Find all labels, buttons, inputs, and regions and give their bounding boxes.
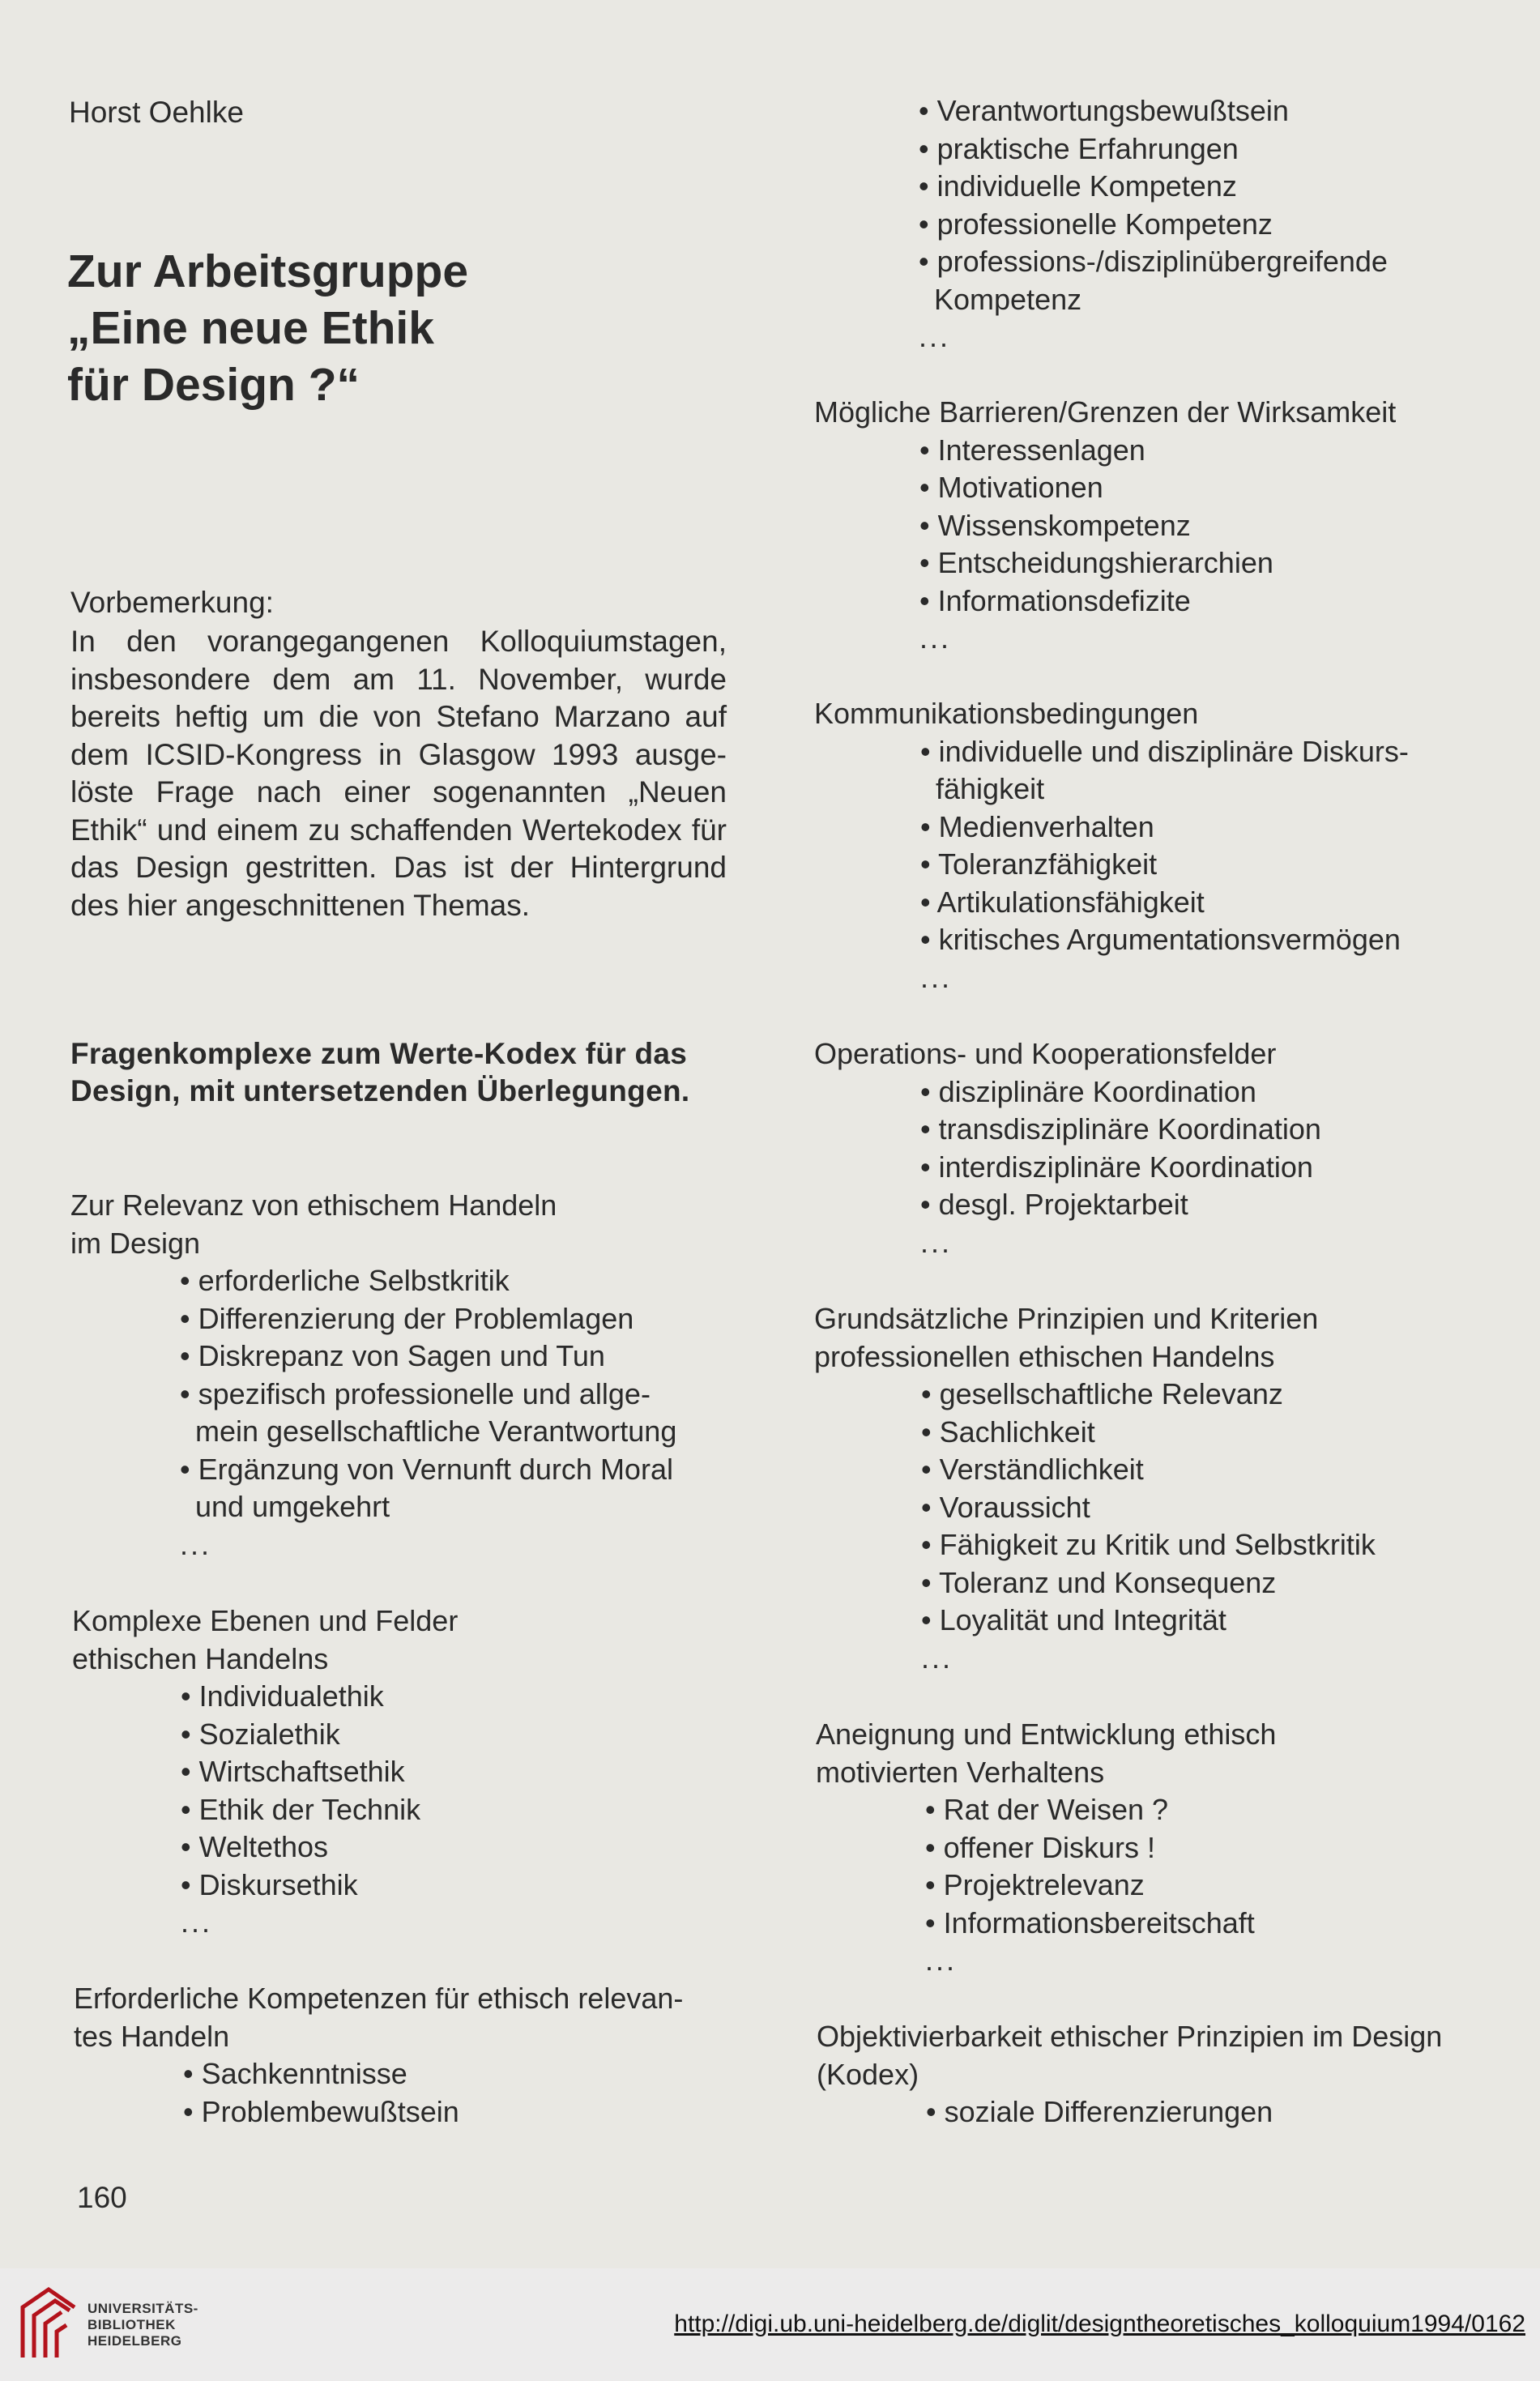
left-section-levels bbox=[72, 1602, 458, 1942]
page-number: 160 bbox=[77, 2181, 127, 2214]
list-item: • Sachkenntnisse bbox=[183, 2057, 407, 2090]
list-item: • spezifisch professionelle und allge- mein gesellschaftliche Verantwortung bbox=[180, 1376, 677, 1448]
section-heading: Grundsätzliche Prinzipien und Kriterien professionellen ethischen Handelns bbox=[814, 1302, 1319, 1373]
list-item: • Wirtschaftsethik bbox=[181, 1755, 405, 1788]
right-section-appropriation bbox=[816, 1716, 1276, 1980]
list-item: • individuelle Kompetenz bbox=[919, 169, 1237, 203]
list-item: • professions-/disziplinübergreifende Kompetenz bbox=[919, 245, 1388, 316]
list-item: • transdisziplinäre Koordination bbox=[920, 1112, 1321, 1146]
section-heading: Kommunikationsbedingungen bbox=[814, 697, 1199, 730]
list-item: • Ethik der Technik bbox=[181, 1792, 421, 1826]
list-item: • Rat der Weisen ? bbox=[925, 1793, 1169, 1826]
list-item: • Medienverhalten bbox=[920, 809, 1154, 843]
list-item: • Informationsbereitschaft bbox=[925, 1905, 1255, 1939]
list-item: • soziale Differenzierungen bbox=[926, 2095, 1273, 2128]
list-item: • disziplinäre Koordination bbox=[920, 1074, 1256, 1108]
ellipsis: ... bbox=[180, 1527, 212, 1561]
list-item: • Motivationen bbox=[919, 471, 1103, 504]
bullet-list bbox=[814, 733, 1409, 997]
bullet-list bbox=[72, 1678, 458, 1942]
bullet-list bbox=[70, 1262, 676, 1564]
ellipsis: ... bbox=[925, 1944, 958, 1977]
list-item: • Wissenskompetenz bbox=[919, 508, 1191, 542]
list-item: • desgl. Projektarbeit bbox=[920, 1188, 1188, 1221]
list-item: • Entscheidungshierarchien bbox=[919, 546, 1273, 579]
library-logo-text: UNIVERSITÄTS- BIBLIOTHEK HEIDELBERG bbox=[87, 2301, 198, 2349]
section-heading: Mögliche Barrieren/Grenzen der Wirksamkeit bbox=[814, 395, 1397, 429]
section-subheading: Fragenkomplexe zum Werte-Kodex für das Design, mit untersetzenden Überlegungen. bbox=[70, 1037, 690, 1107]
list-item: • Interessenlagen bbox=[919, 433, 1145, 467]
list-item: • professionelle Kompetenz bbox=[919, 207, 1273, 241]
library-logo-icon bbox=[16, 2283, 81, 2364]
list-item: • Individualethik bbox=[181, 1679, 384, 1713]
bullet-list bbox=[814, 1073, 1321, 1262]
list-item: • Informationsdefizite bbox=[919, 583, 1191, 617]
list-item: • Projektrelevanz bbox=[925, 1868, 1145, 1901]
list-item: • Verständlichkeit bbox=[921, 1453, 1144, 1486]
right-section-principles bbox=[814, 1300, 1376, 1677]
section-heading: Aneignung und Entwicklung ethisch motivierten Verhaltens bbox=[816, 1717, 1277, 1789]
ellipsis: ... bbox=[919, 320, 951, 353]
list-item: • Diskrepanz von Sagen und Tun bbox=[180, 1339, 605, 1372]
list-item: • Loyalität und Integrität bbox=[921, 1603, 1226, 1636]
section-heading: Operations- und Kooperationsfelder bbox=[814, 1037, 1277, 1070]
list-item: • Toleranz und Konsequenz bbox=[921, 1565, 1277, 1599]
list-item: • gesellschaftliche Relevanz bbox=[921, 1377, 1283, 1410]
list-item: • erforderliche Selbstkritik bbox=[180, 1264, 510, 1297]
list-item: • Sachlichkeit bbox=[921, 1415, 1095, 1449]
section-heading: Komplexe Ebenen und Felder ethischen Handelns bbox=[72, 1604, 459, 1675]
left-section-relevance bbox=[70, 1187, 676, 1564]
list-item: • Artikulationsfähigkeit bbox=[920, 885, 1205, 919]
article-title: Zur Arbeitsgruppe „Eine neue Ethik für Design ?“ bbox=[67, 245, 469, 411]
list-item: • offener Diskurs ! bbox=[925, 1830, 1156, 1864]
list-item: • praktische Erfahrungen bbox=[919, 131, 1239, 165]
list-item: • Fähigkeit zu Kritik und Selbstkritik bbox=[921, 1528, 1376, 1561]
list-item: • Verantwortungsbewußtsein bbox=[919, 94, 1289, 127]
section-heading: Zur Relevanz von ethischem Handeln im Design bbox=[70, 1188, 557, 1260]
ellipsis: ... bbox=[920, 1225, 953, 1259]
preface-text: In den vorangegangenen Kolloquiumstagen, insbesondere dem am 11. November, wurde bereits heftig um die von Stefano Marzano auf dem ICSID-Kongress in Glasgow 1993 ausge-löste Frage nach einer sogenannten „Neuen Ethik“ und einem zu schaffenden Wertekodex für das Design gestritten. Das ist der Hintergrund des hier angeschnittenen Themas. bbox=[70, 625, 727, 922]
left-section-competences bbox=[74, 1980, 683, 2131]
section-heading: Objektivierbarkeit ethischer Prinzipien im Design (Kodex) bbox=[817, 2020, 1443, 2091]
list-item: • interdisziplinäre Koordination bbox=[920, 1150, 1313, 1184]
author-name: Horst Oehlke bbox=[69, 96, 244, 129]
right-section-operations bbox=[814, 1035, 1321, 1261]
bullet-list bbox=[814, 432, 1396, 658]
section-heading: Erforderliche Kompetenzen für ethisch relevan- tes Handeln bbox=[74, 1982, 684, 2053]
bullet-list bbox=[816, 1791, 1276, 1980]
list-item: • Ergänzung von Vernunft durch Moral und umgekehrt bbox=[180, 1452, 673, 1523]
list-item: • Differenzierung der Problemlagen bbox=[180, 1301, 634, 1335]
list-item: • individuelle und disziplinäre Diskurs- fähigkeit bbox=[920, 734, 1409, 805]
list-item: • Diskursethik bbox=[181, 1867, 358, 1901]
bullet-list bbox=[74, 2055, 683, 2131]
right-section-barriers bbox=[814, 394, 1396, 658]
list-item: • Voraussicht bbox=[921, 1490, 1090, 1524]
right-section-objectifiability bbox=[817, 2018, 1442, 2131]
preface-label: Vorbemerkung: bbox=[70, 586, 274, 619]
ellipsis: ... bbox=[920, 960, 953, 994]
list-item: • Toleranzfähigkeit bbox=[920, 847, 1158, 881]
right-section-continued bbox=[815, 92, 1388, 356]
right-section-communication bbox=[814, 695, 1409, 996]
bullet-list bbox=[815, 92, 1388, 356]
ellipsis: ... bbox=[921, 1641, 953, 1675]
ellipsis: ... bbox=[181, 1905, 213, 1939]
bullet-list bbox=[817, 2093, 1442, 2131]
list-item: • Problembewußtsein bbox=[183, 2094, 459, 2128]
viewer-footer bbox=[0, 2268, 1540, 2381]
bullet-list bbox=[814, 1376, 1376, 1677]
list-item: • kritisches Argumentationsvermögen bbox=[920, 923, 1401, 956]
permalink-url[interactable]: http://digi.ub.uni-heidelberg.de/diglit/designtheoretisches_kolloquium1994/0162 bbox=[674, 2311, 1525, 2337]
list-item: • Sozialethik bbox=[181, 1717, 340, 1751]
list-item: • Weltethos bbox=[181, 1830, 329, 1863]
ellipsis: ... bbox=[919, 621, 952, 655]
